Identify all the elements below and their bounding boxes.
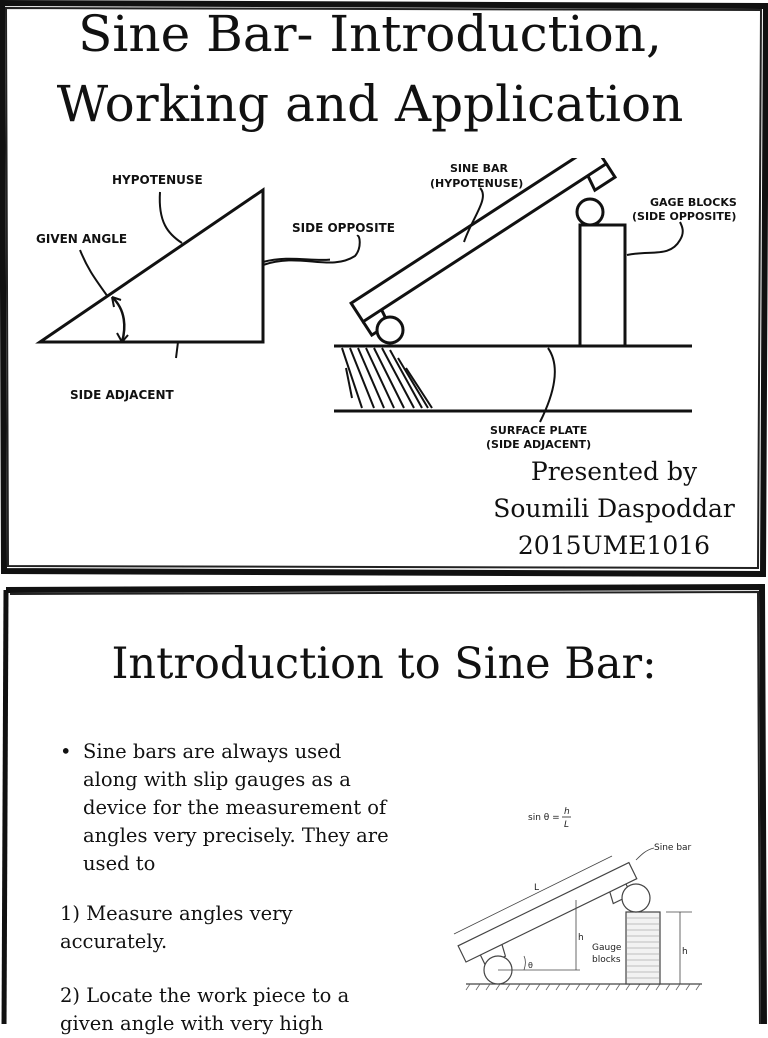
height-label-inner: h (578, 933, 584, 943)
formula-lhs: sin θ = (528, 813, 560, 823)
side-adjacent-label: SIDE ADJACENT (70, 388, 174, 402)
title-line-1: Sine Bar- Introduction, (78, 5, 662, 63)
gauge-label: Gauge (592, 943, 622, 953)
point-1: 1) Measure angles very accurately. (60, 902, 293, 953)
slide-2-title: Introduction to Sine Bar: (111, 639, 657, 689)
sine-bar-diagram (330, 158, 760, 458)
sine-bar-fig-label: Sine bar (654, 843, 692, 853)
bullet-item (60, 738, 400, 878)
formula-numerator: h (564, 807, 570, 817)
bullet-text: Sine bars are always used along with slip gauges as a device for the measurement of angles very precisely. They are used to (83, 740, 389, 875)
presented-by: Presented by (530, 457, 698, 486)
gage-blocks-sub-label: (SIDE OPPOSITE) (632, 210, 737, 223)
height-label-outer: h (682, 947, 688, 957)
sine-bar-figure (440, 794, 730, 1014)
side-opposite-label: SIDE OPPOSITE (292, 221, 395, 235)
surface-plate-sub-label: (SIDE ADJACENT) (486, 438, 592, 451)
length-label: L (534, 883, 540, 893)
theta-label: θ (528, 961, 533, 970)
sine-bar-label: SINE BAR (450, 162, 508, 175)
point-2: 2) Locate the work piece to a given angle with very high (60, 984, 350, 1035)
presenter-id: 2015UME1016 (517, 531, 711, 560)
title-line-2: Working and Application (56, 75, 684, 133)
given-angle-label: GIVEN ANGLE (36, 232, 128, 246)
surface-plate-label: SURFACE PLATE (490, 424, 588, 437)
hypotenuse-label: HYPOTENUSE (112, 173, 203, 187)
presenter-name: Soumili Daspoddar (493, 494, 735, 523)
formula-denominator: L (564, 820, 570, 830)
gage-blocks-label: GAGE BLOCKS (650, 196, 737, 209)
sine-bar-sub-label: (HYPOTENUSE) (430, 177, 524, 190)
triangle-diagram (30, 170, 330, 410)
bullet-dot: • (60, 740, 72, 763)
blocks-label: blocks (592, 955, 621, 965)
slide-2 (0, 584, 768, 1035)
